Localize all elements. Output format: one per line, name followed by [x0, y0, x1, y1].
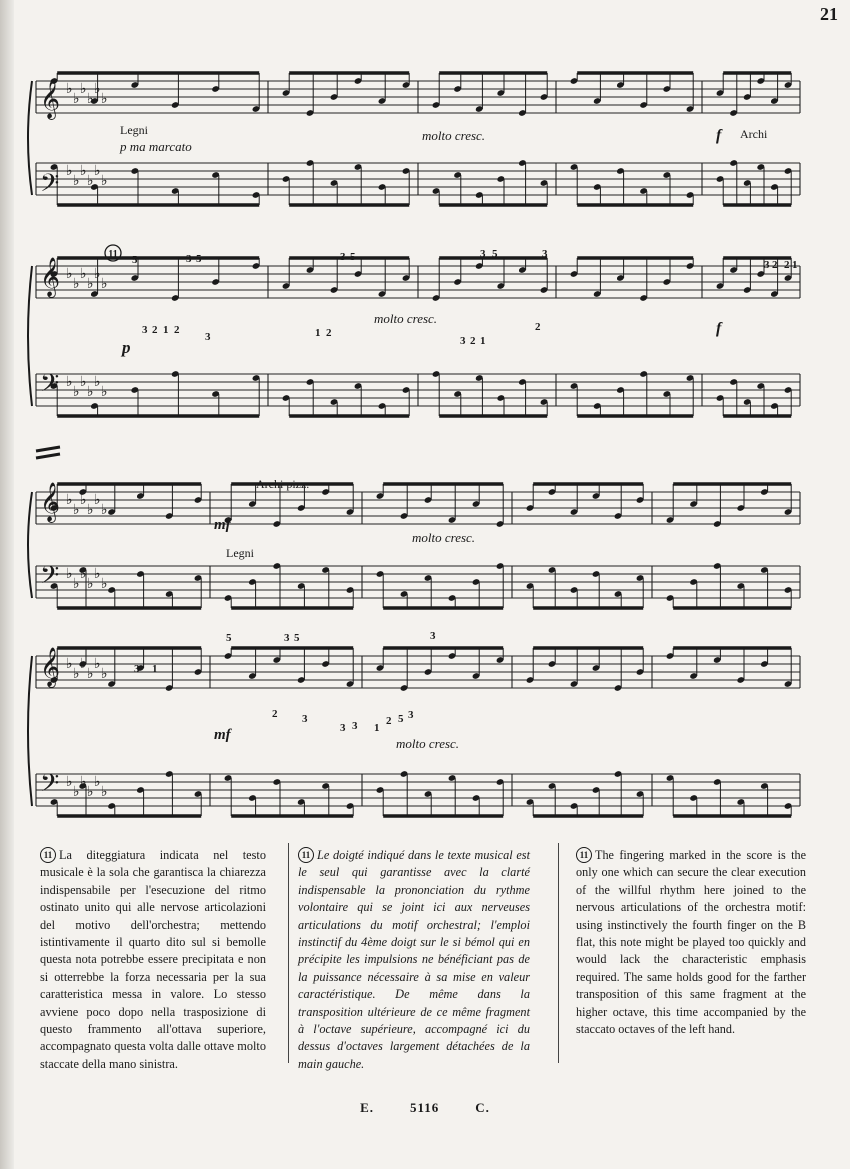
fingering: 2 — [174, 324, 180, 336]
flat-icon: ♭ — [80, 163, 87, 179]
dynamic-p: p — [122, 338, 131, 357]
fingering: 3 — [460, 335, 466, 347]
flat-icon: ♭ — [87, 666, 94, 682]
bar-lines — [28, 81, 800, 806]
note-italian — [40, 843, 266, 1072]
flat-icon: ♭ — [80, 656, 87, 672]
note-marker: 11 — [40, 847, 56, 863]
note-italian-text: La diteggiatura indicata nel testo musicale è la sola che garantisca la chiarezza indispensabile per l'esecuzione del ritmo ostinato unito qui alle nervose articolazioni del motivo dell'orchestra; mettendo istintivamente il quarto dito sul si bemolle questa nota potrebbe essere precipitata e non si otterrebbe la forza necessaria per la sua caratteristica messa in valore. Lo stesso avviene poco dopo nella trasposizione di questo frammento all'ottava superiore, accompagnato questa volta dalle ottave molto staccate della mano sinistra. — [40, 848, 266, 1071]
flat-icon: ♭ — [73, 91, 80, 107]
flat-icon: ♭ — [80, 81, 87, 97]
fingering-group — [134, 630, 436, 734]
fingering: 3 — [352, 720, 358, 732]
flat-icon: ♭ — [87, 173, 94, 189]
expression-molto-cresc: molto cresc. — [396, 736, 460, 751]
fingering: 3 — [340, 722, 346, 734]
flat-icon: ♭ — [101, 502, 108, 518]
flat-icon: ♭ — [73, 173, 80, 189]
note-english-text: The fingering marked in the score is the only one which can secure the clear execution of the willful rhythm here joined to the nervous articulations of the orchestra motif: using instinctively the fourth finger on the B flat, this note might be played too quickly and would lack the characteristic emphasis required. The same holds good for the farther transposition of this same fragment at the higher octave, this time accompanied by the staccato octaves of the left hand. — [576, 848, 806, 1037]
flat-icon: ♭ — [87, 91, 94, 107]
fingering: 1 — [792, 259, 798, 271]
fingering: 5 — [294, 632, 300, 644]
performance-notes — [40, 843, 822, 1073]
fingering: 3 — [340, 251, 346, 263]
flat-icon: ♭ — [94, 566, 101, 582]
flat-icon: ♭ — [94, 492, 101, 508]
column-divider — [288, 843, 289, 1063]
fingering: 3 — [480, 248, 486, 260]
note-english — [576, 843, 806, 1072]
fingering: 3 — [764, 259, 770, 271]
fingering: 5 — [398, 713, 404, 725]
flat-icon: ♭ — [101, 91, 108, 107]
flat-icon: ♭ — [73, 276, 80, 292]
fingering: 5 — [492, 248, 498, 260]
plate-suffix: C. — [475, 1100, 490, 1115]
treble-clef-icon: 𝄞 — [40, 647, 61, 687]
staff-brace — [28, 656, 32, 806]
fingering: 2 — [386, 715, 392, 727]
fingering: 3 — [142, 324, 148, 336]
dynamic-f: f — [716, 127, 722, 144]
staff-brace — [28, 266, 32, 406]
note-beams — [57, 73, 791, 816]
archi-pizz-label: Archi pizz. — [256, 477, 310, 491]
flat-icon: ♭ — [87, 784, 94, 800]
flat-icon: ♭ — [101, 784, 108, 800]
flat-icon: ♭ — [87, 276, 94, 292]
plate-id: 5116 — [409, 1100, 440, 1115]
fingering: 3 — [134, 663, 140, 675]
fingering: 5 — [226, 632, 232, 644]
treble-clef-icon: 𝄞 — [40, 257, 61, 297]
plate-number — [0, 1100, 850, 1116]
flat-icon: ♭ — [87, 576, 94, 592]
plate-prefix: E. — [360, 1100, 374, 1115]
treble-clef-icon: 𝄞 — [40, 79, 61, 119]
flat-icon: ♭ — [101, 276, 108, 292]
staff-brace — [28, 492, 32, 598]
expression-molto-cresc: molto cresc. — [412, 530, 476, 545]
fingering: 5 — [132, 254, 138, 266]
fingering: 2 — [772, 259, 778, 271]
flat-icon: ♭ — [73, 666, 80, 682]
bass-clef-icon: 𝄢 — [40, 169, 60, 204]
fingering: 2 — [535, 321, 541, 333]
expression-molto-cresc: molto cresc. — [374, 311, 438, 326]
treble-clef-icon: 𝄞 — [40, 482, 61, 522]
flat-icon: ♭ — [66, 374, 73, 390]
flat-icon: ♭ — [87, 502, 94, 518]
fingering: 5 — [350, 251, 356, 263]
flat-icon: ♭ — [94, 266, 101, 282]
flat-icon: ♭ — [73, 502, 80, 518]
flat-icon: ♭ — [94, 774, 101, 790]
flat-icon: ♭ — [66, 81, 73, 97]
flat-icon: ♭ — [101, 173, 108, 189]
flat-icon: ♭ — [66, 656, 73, 672]
flat-icon: ♭ — [80, 374, 87, 390]
fingering: 1 — [480, 335, 486, 347]
fingering: 2 — [152, 324, 158, 336]
expression-molto-cresc: molto cresc. — [422, 128, 486, 143]
note-heads — [50, 73, 793, 816]
fingering: 3 — [186, 253, 192, 265]
flat-icon: ♭ — [66, 566, 73, 582]
flat-icon: ♭ — [73, 384, 80, 400]
dynamic-f: f — [716, 320, 722, 337]
flat-icon: ♭ — [80, 566, 87, 582]
dynamic-p-ma-marcato: p ma marcato — [120, 139, 192, 154]
note-marker: 11 — [298, 847, 314, 863]
staff-brace — [28, 81, 32, 195]
flat-icon: ♭ — [94, 81, 101, 97]
fingering: 1 — [163, 324, 169, 336]
flat-icon: ♭ — [80, 774, 87, 790]
fingering: 2 — [784, 259, 790, 271]
flat-icon: ♭ — [87, 384, 94, 400]
flat-icon: ♭ — [73, 784, 80, 800]
fingering: 5 — [196, 253, 202, 265]
note-marker: 11 — [576, 847, 592, 863]
fingering: 3 — [284, 632, 290, 644]
key-signatures — [66, 81, 108, 800]
rehearsal-number: 11 — [108, 249, 118, 260]
fingering: 3 — [430, 630, 436, 642]
bass-clef-icon: 𝄢 — [40, 769, 60, 804]
dynamic-mf: mf — [214, 727, 231, 743]
note-french-text: Le doigté indiqué dans le texte musical est le seul qui garantisse avec la clarté indispensable la prononciation du rythme volontaire qui se joint ici aux nerveuses articulations du motif orchestral; l'emploi instinctif du 4ème doigt sur le si bémol qui en précipite les impulsions ne bénéficiant pas de la puissance nécessaire à sa mise en valeur caractéristique. De même dans la transposition ultérieure de ce même fragment à l'octave supérieure, accompagné ici du dessus d'octaves largement détachées de la main gauche. — [298, 848, 530, 1071]
column-divider — [558, 843, 559, 1063]
legni-label: Legni — [120, 123, 148, 137]
flat-icon: ♭ — [66, 163, 73, 179]
fingering: 3 — [542, 248, 548, 260]
fingering: 2 — [272, 708, 278, 720]
bass-clef-icon: 𝄢 — [40, 369, 60, 404]
flat-icon: ♭ — [94, 374, 101, 390]
flat-icon: ♭ — [80, 266, 87, 282]
flat-icon: ♭ — [94, 656, 101, 672]
system-separator — [36, 447, 60, 458]
flat-icon: ♭ — [66, 266, 73, 282]
archi-label: Archi — [740, 127, 768, 141]
fingering: 2 — [470, 335, 476, 347]
fingering: 1 — [152, 663, 158, 675]
bass-clef-icon: 𝄢 — [40, 561, 60, 596]
fingering: 3 — [302, 713, 308, 725]
flat-icon: ♭ — [66, 492, 73, 508]
flat-icon: ♭ — [73, 576, 80, 592]
fingering: 1 — [374, 722, 380, 734]
fingering: 2 — [326, 327, 332, 339]
flat-icon: ♭ — [94, 163, 101, 179]
legni-label: Legni — [226, 546, 254, 560]
fingering: 1 — [315, 327, 321, 339]
note-french — [298, 843, 530, 1072]
flat-icon: ♭ — [101, 384, 108, 400]
dynamic-mf: mf — [214, 517, 231, 533]
flat-icon: ♭ — [66, 774, 73, 790]
flat-icon: ♭ — [101, 666, 108, 682]
flat-icon: ♭ — [80, 492, 87, 508]
page-number: 21 — [820, 4, 838, 24]
fingering: 3 — [205, 331, 211, 343]
flat-icon: ♭ — [101, 576, 108, 592]
fingering-group — [132, 248, 798, 347]
fingering: 3 — [408, 709, 414, 721]
